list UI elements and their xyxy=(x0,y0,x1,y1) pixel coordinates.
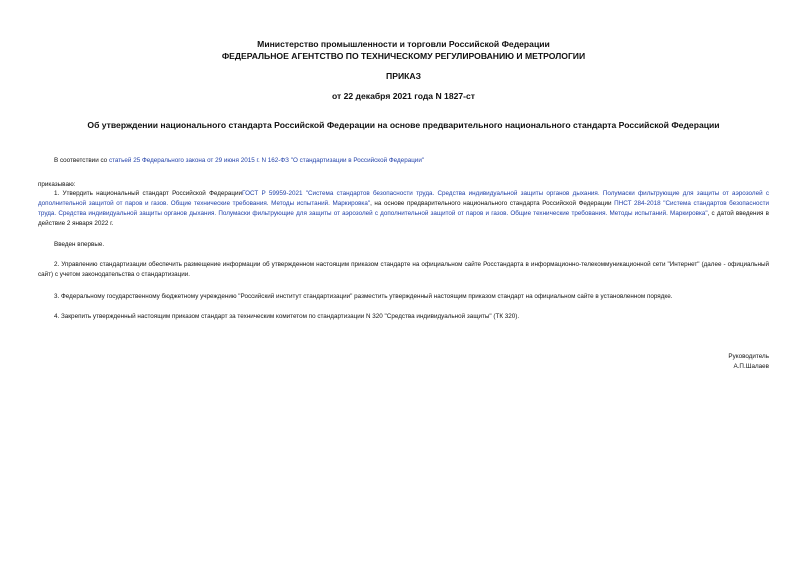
preamble-paragraph xyxy=(38,156,769,166)
signatory-name: А.П.Шалаев xyxy=(733,363,769,370)
order-item-2: 2. Управлению стандартизации обеспечить размещение информации об утвержденном настоящим приказом стандарте на официальном сайте Росстандарта в информационно-телекоммуникационной сети "Интернет" (далее - официальный сайт) с учетом законодательства о стандартизации. xyxy=(38,261,769,278)
order-date: от 22 декабря 2021 года N 1827-ст xyxy=(331,91,476,101)
signatory-role: Руководитель xyxy=(728,353,769,360)
order-item-1 xyxy=(38,189,769,229)
orders-label: приказываю: xyxy=(38,181,76,188)
ministry-name: Министерство промышленности и торговли Российской Федерации xyxy=(257,39,550,49)
document-title: Об утверждении национального стандарта Российской Федерации на основе предварительного национального стандарта Российской Федерации xyxy=(87,120,720,130)
federal-law-link[interactable]: статьей 25 Федерального закона от 29 июня 2015 г. N 162-ФЗ "О стандартизации в Российской Федерации" xyxy=(108,157,425,164)
order-title: ПРИКАЗ xyxy=(386,71,421,81)
pnst-standard-link[interactable]: ПНСТ 284-2018 "Система стандартов безопасности труда. Средства индивидуальной защиты органов дыхания. Полумаски фильтрующие для защиты от аэрозолей с дополнительной защитой от паров и газов. Общие технические требования. Методы испытаний. Маркировка" xyxy=(38,200,769,217)
order-item-3: 3. Федеральному государственному бюджетному учреждению "Российский институт стандартизации" разместить утвержденный настоящим приказом стандарт на официальном сайте в установленном порядке. xyxy=(54,293,673,300)
preamble-prefix: В соответствии со xyxy=(54,157,109,164)
item1-middle: , на основе предварительного национального стандарта Российской Федерации xyxy=(370,200,615,207)
agency-name: ФЕДЕРАЛЬНОЕ АГЕНТСТВО ПО ТЕХНИЧЕСКОМУ РЕГУЛИРОВАНИЮ И МЕТРОЛОГИИ xyxy=(221,51,586,61)
item1-suffix: , с датой введения в действие 2 января 2022 г. xyxy=(38,210,769,227)
first-introduced-note: Введен впервые. xyxy=(54,241,105,248)
item1-prefix: 1. Утвердить национальный стандарт Российской Федерации xyxy=(54,190,243,197)
gost-standard-link[interactable]: ГОСТ Р 59959-2021 "Система стандартов безопасности труда. Средства индивидуальной защиты органов дыхания. Полумаски фильтрующие для защиты от аэрозолей с дополнительной защитой от паров и газов. Общие технические требования. Методы испытаний. Маркировка" xyxy=(38,190,769,207)
order-item-4: 4. Закрепить утвержденный настоящим приказом стандарт за техническим комитетом по стандартизации N 320 "Средства индивидуальной защиты" (ТК 320). xyxy=(54,313,520,320)
